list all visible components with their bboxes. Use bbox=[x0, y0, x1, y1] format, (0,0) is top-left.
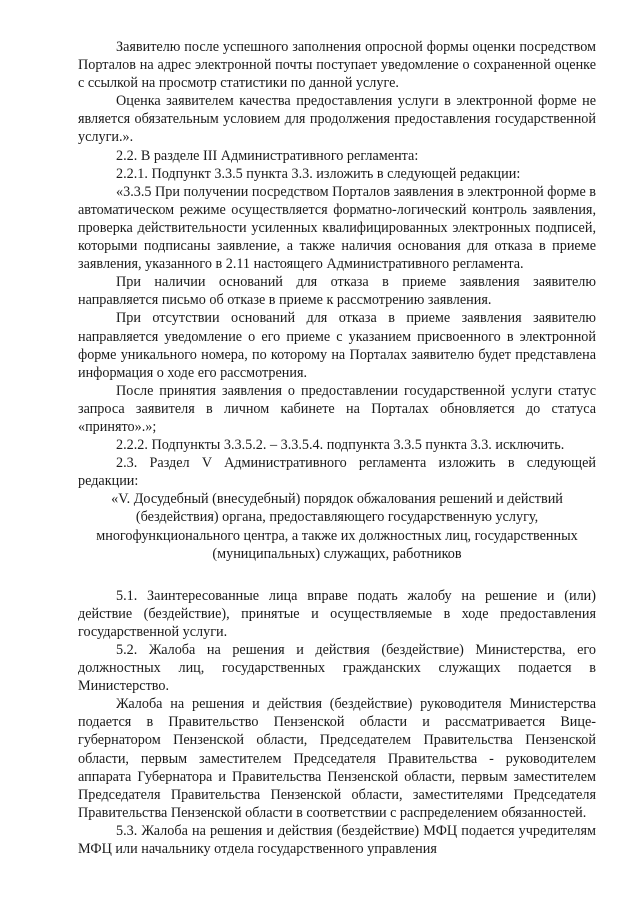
paragraph-evaluation-notice: Заявителю после успешного заполнения опросной формы оценки посредством Порталов на адрес электронной почты поступает уведомление о сохраненной оценке с ссылкой на просмотр статистики по данной услуге. bbox=[78, 39, 596, 92]
paragraph-acceptance-notice: При отсутствии оснований для отказа в приеме заявления заявителю направляется уведомление о его приеме с указанием присвоенного в электронной форме уникального номера, по которому на Порталах заявителю будет представлена информация о ходе его рассмотрения. bbox=[78, 310, 596, 381]
paragraph-5-2: 5.2. Жалоба на решения и действия (бездействие) Министерства, его должностных лиц, государственных гражданских служащих подается в Министерство. bbox=[78, 642, 596, 695]
document-page bbox=[78, 38, 596, 858]
paragraph-2-3: 2.3. Раздел V Административного регламента изложить в следующей редакции: bbox=[78, 455, 596, 490]
paragraph-3-3-5: «3.3.5 При получении посредством Порталов заявления в электронной форме в автоматическом режиме осуществляется форматно-логический контроль заявления, проверка действительности усиленных квалифицированных электронных подписей, которыми подписаны заявление, а также наличия основания для отказа в приеме заявления, указанного в 2.11 настоящего Административного регламента. bbox=[78, 183, 596, 273]
paragraph-refusal-letter: При наличии оснований для отказа в приеме заявления заявителю направляется письмо об отказе в приеме к рассмотрению заявления. bbox=[78, 274, 596, 309]
heading-spacer bbox=[78, 563, 596, 587]
paragraph-status-accepted: После принятия заявления о предоставлении государственной услуги статус запроса заявителя в личном кабинете на Порталах обновляется до статуса «принято».»; bbox=[78, 382, 596, 435]
paragraph-2-2-1: 2.2.1. Подпункт 3.3.5 пункта 3.3. изложить в следующей редакции: bbox=[116, 165, 521, 182]
paragraph-section-3: 2.2. В разделе III Административного регламента: bbox=[116, 147, 419, 164]
section-5-heading: «V. Досудебный (внесудебный) порядок обжалования решений и действий (бездействия) органа, предоставляющего государственную услугу, многофункционального центра, а также их должностных лиц, государственных (муниципальных) служащих, работников bbox=[96, 491, 578, 562]
paragraph-5-1: 5.1. Заинтересованные лица вправе подать жалобу на решение и (или) действие (бездействие), принятые и осуществляемые в ходе предоставления государственной услуги. bbox=[78, 587, 596, 640]
paragraph-evaluation-optional: Оценка заявителем качества предоставления услуги в электронной форме не является обязательным условием для продолжения предоставления государственной услуги.». bbox=[78, 93, 596, 146]
paragraph-head-complaint: Жалоба на решения и действия (бездействие) руководителя Министерства подается в Правительство Пензенской области и рассматривается Вице-губернатором Пензенской области, Председателем Правительства Пензенской области, первым заместителем Председателя Правительства - руководителем аппарата Губернатора и Правительства Пензенской области, первым заместителем Председателя Правительства Пензенской области, заместителями Председателя Правительства Пензенской области в соответствии с распределением обязанностей. bbox=[78, 696, 596, 821]
paragraph-5-3: 5.3. Жалоба на решения и действия (бездействие) МФЦ подается учредителям МФЦ или начальнику отдела государственного управления bbox=[78, 822, 596, 858]
paragraph-2-2-2: 2.2.2. Подпункты 3.3.5.2. – 3.3.5.4. подпункта 3.3.5 пункта 3.3. исключить. bbox=[116, 437, 565, 454]
